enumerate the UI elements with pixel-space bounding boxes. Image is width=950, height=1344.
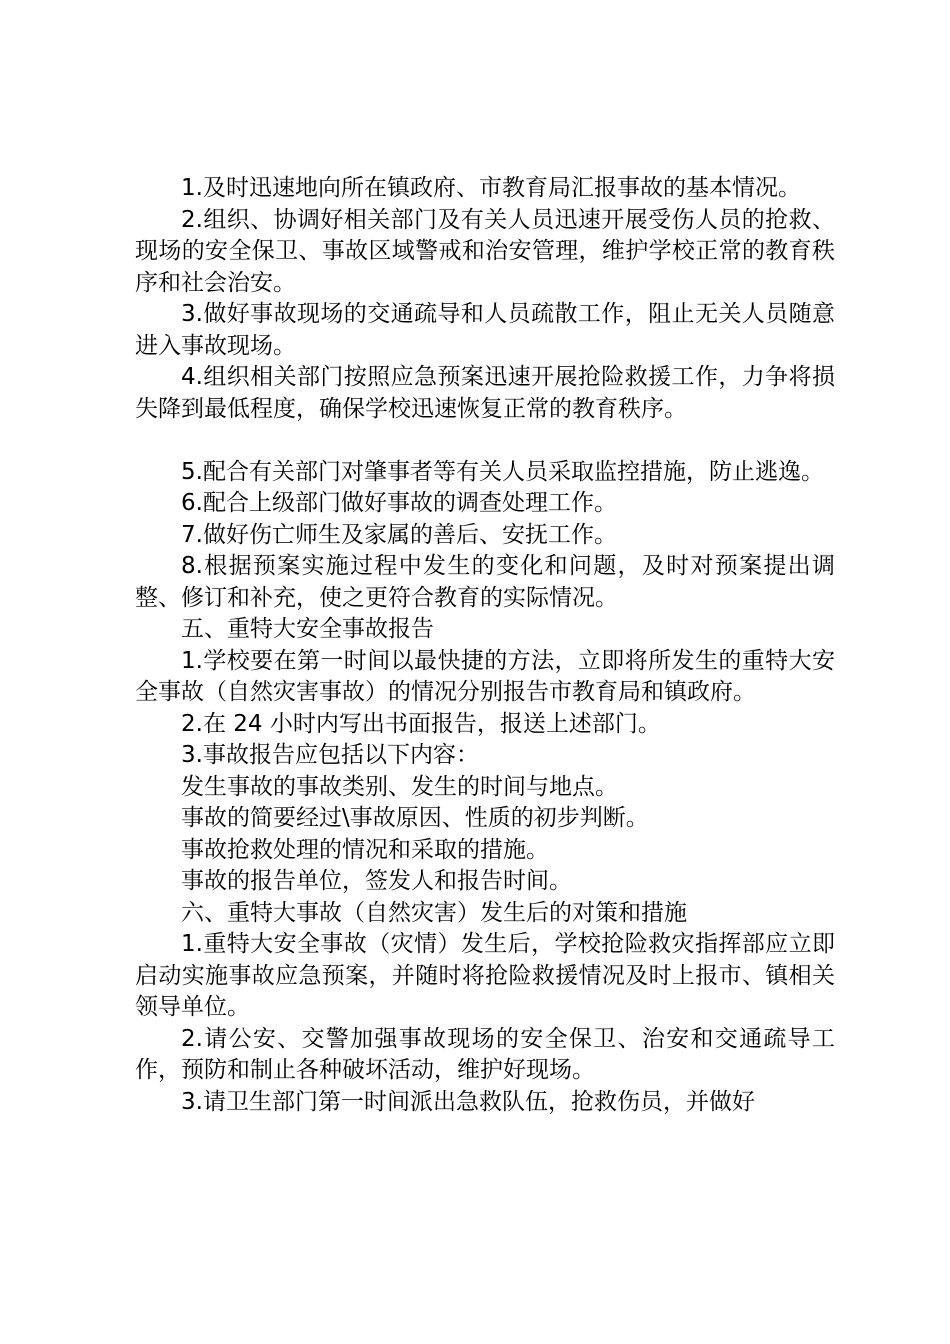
paragraph-report-1: 1.学校要在第一时间以最快捷的方法，立即将所发生的重特大安全事故（自然灾害事故）的情况分别报告市教育局和镇政府。 [135, 647, 835, 705]
report-content-line-1: 发生事故的事故类别、发生的时间与地点。 [181, 773, 618, 800]
report-content-line-2: 事故的简要经过\事故原因、性质的初步判断。 [181, 805, 649, 831]
paragraph-item-3: 3.做好事故现场的交通疏导和人员疏散工作，阻止无关人员随意进入事故现场。 [135, 301, 835, 359]
paragraph-measure-1: 1.重特大安全事故（灾情）发生后，学校抢险救灾指挥部应立即启动实施事故应急预案，并随时将抢险救援情况及时上报市、镇相关领导单位。 [135, 931, 835, 1020]
paragraph-item-4: 4.组织相关部门按照应急预案迅速开展抢险救援工作，力争将损失降到最低程度，确保学校迅速恢复正常的教育秩序。 [135, 364, 835, 422]
section-heading-six: 六、重特大事故（自然灾害）发生后的对策和措施 [181, 899, 687, 926]
paragraph-measure-2: 2.请公安、交警加强事故现场的安全保卫、治安和交通疏导工作，预防和制止各种破坏活动，维护好现场。 [135, 1025, 835, 1083]
paragraph-item-2: 2.组织、协调好相关部门及有关人员迅速开展受伤人员的抢救、现场的安全保卫、事故区域警戒和治安管理，维护学校正常的教育秩序和社会治安。 [135, 206, 835, 296]
report-content-line-3: 事故抢救处理的情况和采取的措施。 [181, 836, 549, 863]
paragraph-item-6: 6.配合上级部门做好事故的调查处理工作。 [181, 490, 617, 516]
paragraph-measure-3: 3.请卫生部门第一时间派出急救队伍，抢救伤员，并做好 [181, 1088, 755, 1115]
paragraph-report-2: 2.在 24 小时内写出书面报告，报送上述部门。 [181, 710, 661, 737]
paragraph-item-1: 1.及时迅速地向所在镇政府、市教育局汇报事故的基本情况。 [181, 175, 801, 201]
paragraph-item-5: 5.配合有关部门对肇事者等有关人员采取监控措施，防止逃逸。 [181, 458, 824, 485]
section-heading-five: 五、重特大安全事故报告 [181, 616, 434, 642]
paragraph-item-8: 8.根据预案实施过程中发生的变化和问题，及时对预案提出调整、修订和补充，使之更符合教育的实际情况。 [135, 553, 835, 611]
blank-line [135, 425, 835, 457]
paragraph-report-3: 3.事故报告应包括以下内容： [181, 742, 479, 768]
report-content-line-4: 事故的报告单位，签发人和报告时间。 [181, 868, 572, 894]
document-body [135, 173, 835, 1118]
paragraph-item-7: 7.做好伤亡师生及家属的善后、安抚工作。 [181, 521, 617, 548]
